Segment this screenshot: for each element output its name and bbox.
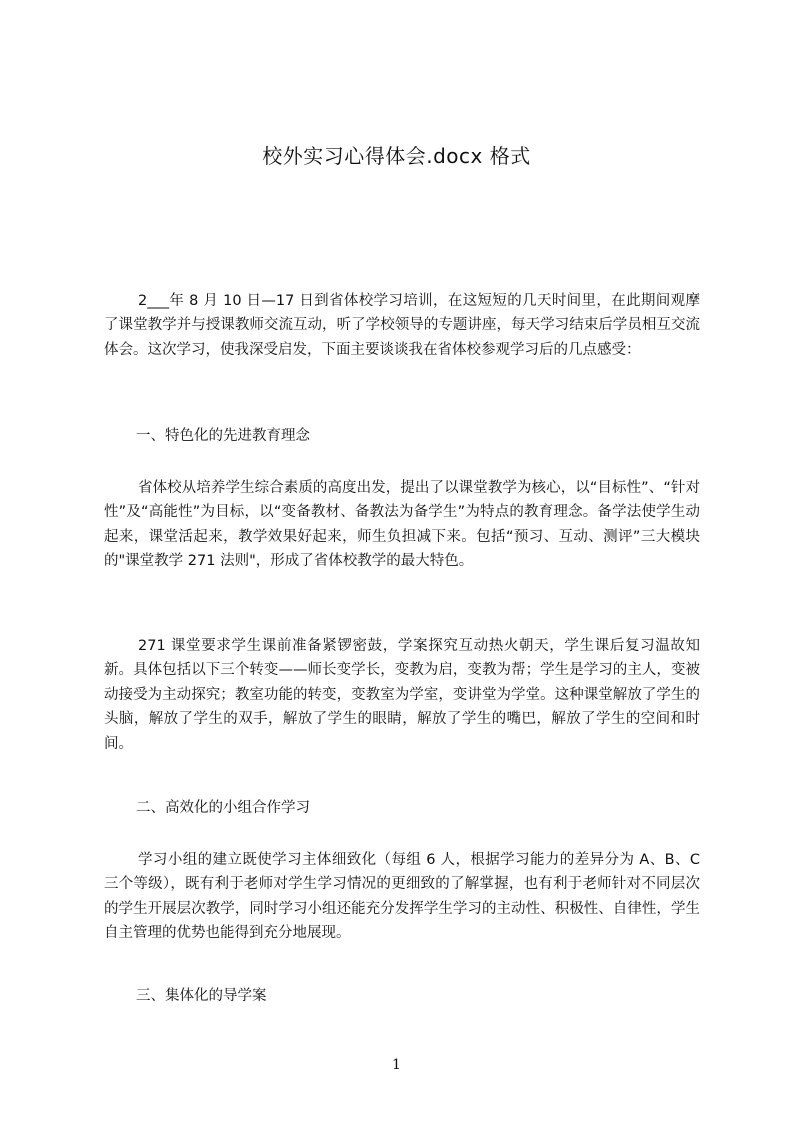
paragraph-education-philosophy: 省体校从培养学生综合素质的高度出发，提出了以课堂教学为核心，以“目标性”、“针对性”及“高能性”为目标，以“变备教材、备教法为备学生”为特点的教育理念。备学法使学生动起来，课堂活起来，教学效果好起来，师生负担减下来。包括“预习、互动、测评”三大模块的"课堂教学 271 法则"，形成了省体校教学的最大特色。 — [104, 480, 700, 570]
paragraph-group-learning: 学习小组的建立既使学习主体细致化（每组 6 人，根据学习能力的差异分为 A、B、C 三个等级），既有利于老师对学生学习情况的更细致的了解掌握，也有利于老师针对不同层次的学生开展层次教学，同时学习小组还能充分发挥学生学习的主动性、积极性、自律性，学生自主管理的优势也能得到充分地展现。 — [104, 852, 700, 942]
section-heading-3: 三、集体化的导学案 — [136, 988, 267, 1004]
paragraph-271-classroom: 271 课堂要求学生课前准备紧锣密鼓，学案探究互动热火朝天，学生课后复习温故知新。具体包括以下三个转变——师长变学长，变教为启，变教为帮；学生是学习的主人，变被动接受为主动探究；教室功能的转变，变教室为学室，变讲堂为学堂。这种课堂解放了学生的头脑，解放了学生的双手，解放了学生的眼睛，解放了学生的嘴巴，解放了学生的空间和时间。 — [104, 638, 700, 752]
document-title: 校外实习心得体会.docx 格式 — [262, 144, 531, 168]
section-heading-1: 一、特色化的先进教育理念 — [136, 428, 310, 444]
page-number: 1 — [392, 1057, 401, 1073]
paragraph-intro: 2___年 8 月 10 日—17 日到省体校学习培训，在这短短的几天时间里，在此期间观摩了课堂教学并与授课教师交流互动，听了学校领导的专题讲座，每天学习结束后学员相互交流体会。这次学习，使我深受启发，下面主要谈谈我在省体校参观学习后的几点感受： — [104, 293, 700, 358]
section-heading-2: 二、高效化的小组合作学习 — [136, 800, 310, 816]
